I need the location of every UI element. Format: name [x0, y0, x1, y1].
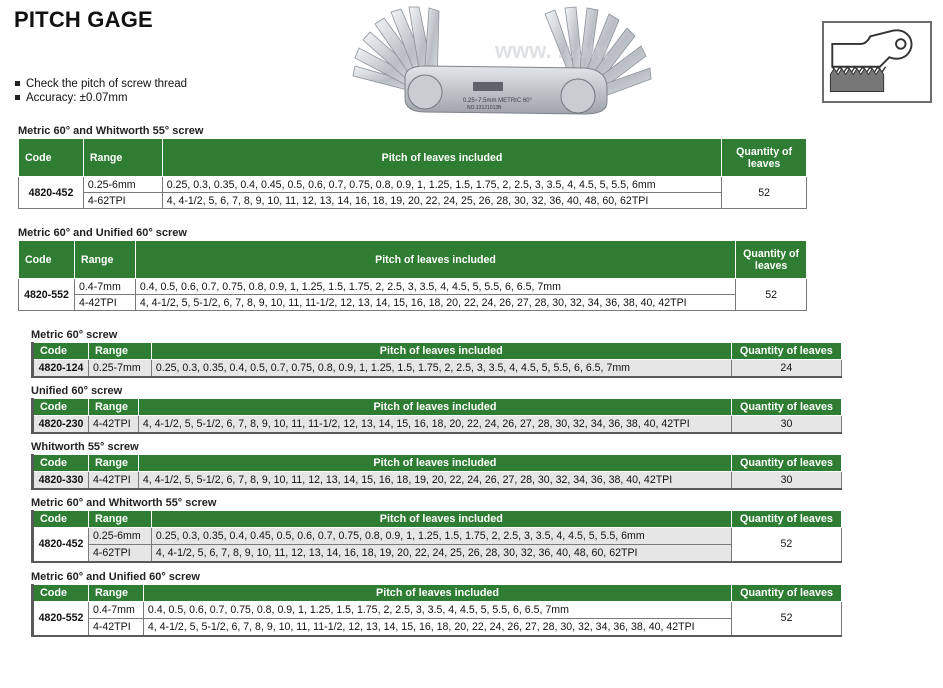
spec-table	[18, 138, 807, 209]
pitch-header: Pitch of leaves included	[143, 585, 731, 602]
range-header: Range	[74, 241, 135, 279]
quantity-cell: 30	[731, 472, 841, 489]
quantity-header: Quantity of leaves	[731, 343, 841, 360]
quantity-header: Quantity of leaves	[732, 399, 842, 416]
quantity-cell: 24	[731, 360, 841, 377]
code-cell: 4820-452	[19, 177, 84, 209]
quantity-cell: 52	[732, 602, 842, 636]
section-label: Metric 60° screw	[31, 329, 118, 341]
code-header: Code	[33, 399, 89, 416]
pitch-header: Pitch of leaves included	[151, 511, 731, 528]
spec-table	[31, 584, 842, 637]
code-header: Code	[33, 343, 89, 360]
quantity-header: Quantity of leaves	[722, 139, 807, 177]
spec-table	[31, 454, 842, 490]
section-label: Metric 60° and Unified 60° screw	[31, 571, 200, 583]
spec-table	[18, 240, 807, 311]
brand-logo	[473, 82, 503, 91]
pitch-header: Pitch of leaves included	[138, 455, 731, 472]
thread-check-diagram	[822, 21, 932, 103]
feature-list	[14, 77, 187, 105]
range-cell: 0.4-7mm	[74, 279, 135, 295]
pitch-cell: 4, 4-1/2, 5, 5-1/2, 6, 7, 8, 9, 10, 11, 11-1/2, 12, 13, 14, 15, 16, 18, 20, 22, 24, 26, 27, 28, 30, 32, 34, 36, 38, 40, 42TPI	[135, 295, 735, 311]
range-cell: 4-42TPI	[88, 472, 138, 489]
pitch-cell: 4, 4-1/2, 5, 6, 7, 8, 9, 10, 11, 12, 13, 14, 16, 18, 19, 20, 22, 24, 25, 26, 28, 30, 32, 36, 40, 48, 60, 62TPI	[162, 193, 722, 209]
range-cell: 4-62TPI	[88, 545, 151, 562]
quantity-cell: 52	[722, 177, 807, 209]
quantity-header: Quantity of leaves	[736, 241, 807, 279]
screw-thread-body	[830, 69, 883, 92]
section-label: Metric 60° and Whitworth 55° screw	[31, 497, 217, 509]
code-header: Code	[33, 511, 89, 528]
range-cell: 0.25-6mm	[88, 528, 151, 545]
pitch-header: Pitch of leaves included	[138, 399, 731, 416]
left-pivot	[408, 75, 442, 109]
feature-item: Check the pitch of screw thread	[14, 77, 187, 91]
spec-table	[31, 342, 842, 378]
section-label: Metric 60° and Whitworth 55° screw	[18, 125, 204, 137]
section-label: Unified 60° screw	[31, 385, 123, 397]
range-cell: 0.25-7mm	[88, 360, 151, 377]
range-header: Range	[88, 399, 138, 416]
leaf-hole	[896, 39, 906, 49]
pitch-cell: 4, 4-1/2, 5, 6, 7, 8, 9, 10, 11, 12, 13, 14, 16, 18, 19, 20, 22, 24, 25, 26, 28, 30, 32, 36, 40, 48, 60, 62TPI	[151, 545, 731, 562]
quantity-cell: 30	[732, 416, 842, 433]
range-header: Range	[88, 343, 151, 360]
section-label: Whitworth 55° screw	[31, 441, 139, 453]
code-header: Code	[19, 139, 84, 177]
range-header: Range	[83, 139, 162, 177]
range-header: Range	[88, 585, 143, 602]
quantity-cell: 52	[736, 279, 807, 311]
pitch-cell: 0.25, 0.3, 0.35, 0.4, 0.5, 0.7, 0.75, 0.8, 0.9, 1, 1.25, 1.5, 1.75, 2, 2.5, 3, 3.5, 4, 4.5, 5, 5.5, 6, 6.5, 7mm	[151, 360, 731, 377]
quantity-header: Quantity of leaves	[731, 511, 841, 528]
range-cell: 4-42TPI	[88, 416, 138, 433]
pitch-cell: 0.25, 0.3, 0.35, 0.4, 0.45, 0.5, 0.6, 0.7, 0.75, 0.8, 0.9, 1, 1.25, 1.5, 1.75, 2, 2.5, 3, 3.5, 4, 4.5, 5, 5.5, 6mm	[162, 177, 722, 193]
code-cell: 4820-452	[33, 528, 89, 562]
code-cell: 4820-552	[33, 602, 89, 636]
quantity-header: Quantity of leaves	[731, 455, 841, 472]
spec-table	[31, 398, 842, 434]
range-cell: 4-42TPI	[74, 295, 135, 311]
range-cell: 0.25-6mm	[83, 177, 162, 193]
pitch-cell: 4, 4-1/2, 5, 5-1/2, 6, 7, 8, 9, 10, 11, 11-1/2, 12, 13, 14, 15, 16, 18, 20, 22, 24, 26, 27, 28, 30, 32, 34, 36, 38, 40, 42TPI	[143, 619, 731, 636]
code-cell: 4820-230	[33, 416, 89, 433]
feature-item: Accuracy: ±0.07mm	[14, 91, 187, 105]
quantity-cell: 52	[731, 528, 841, 562]
range-cell: 0.4-7mm	[88, 602, 143, 619]
code-cell: 4820-124	[33, 360, 89, 377]
photo-metric-label: 0.25~7.5mm METRIC 60°	[463, 98, 532, 104]
pitch-cell: 0.4, 0.5, 0.6, 0.7, 0.75, 0.8, 0.9, 1, 1.25, 1.5, 1.75, 2, 2.5, 3, 3.5, 4, 4.5, 5, 5.5, 6, 6.5, 7mm	[135, 279, 735, 295]
pitch-header: Pitch of leaves included	[151, 343, 731, 360]
right-pivot	[561, 79, 595, 113]
pitch-cell: 0.25, 0.3, 0.35, 0.4, 0.45, 0.5, 0.6, 0.7, 0.75, 0.8, 0.9, 1, 1.25, 1.5, 1.75, 2, 2.5, 3, 3.5, 4, 4.5, 5, 5.5, 6mm	[151, 528, 731, 545]
quantity-header: Quantity of leaves	[732, 585, 842, 602]
code-header: Code	[33, 585, 89, 602]
photo-watermark: www. .com	[495, 38, 610, 63]
pitch-cell: 4, 4-1/2, 5, 5-1/2, 6, 7, 8, 9, 10, 11, 12, 13, 14, 15, 16, 18, 19, 20, 22, 24, 26, 27, 28, 30, 32, 34, 36, 38, 40, 42TPI	[138, 472, 731, 489]
range-header: Range	[88, 455, 138, 472]
pitch-cell: 4, 4-1/2, 5, 5-1/2, 6, 7, 8, 9, 10, 11, 11-1/2, 12, 13, 14, 15, 16, 18, 20, 22, 24, 26, 27, 28, 30, 32, 34, 36, 38, 40, 42TPI	[138, 416, 731, 433]
code-cell: 4820-552	[19, 279, 75, 311]
pitch-cell: 0.4, 0.5, 0.6, 0.7, 0.75, 0.8, 0.9, 1, 1.25, 1.5, 1.75, 2, 2.5, 3, 3.5, 4, 4.5, 5, 5.5, 6, 6.5, 7mm	[143, 602, 731, 619]
pitch-header: Pitch of leaves included	[162, 139, 722, 177]
pitch-header: Pitch of leaves included	[135, 241, 735, 279]
page-title: PITCH GAGE	[14, 7, 153, 32]
code-header: Code	[33, 455, 89, 472]
photo-serial: NO.13121013B	[467, 105, 502, 111]
pitch-gage-photo	[345, 6, 690, 118]
code-cell: 4820-330	[33, 472, 89, 489]
code-header: Code	[19, 241, 75, 279]
range-cell: 4-42TPI	[88, 619, 143, 636]
range-cell: 4-62TPI	[83, 193, 162, 209]
spec-table	[31, 510, 842, 563]
section-label: Metric 60° and Unified 60° screw	[18, 227, 187, 239]
range-header: Range	[88, 511, 151, 528]
